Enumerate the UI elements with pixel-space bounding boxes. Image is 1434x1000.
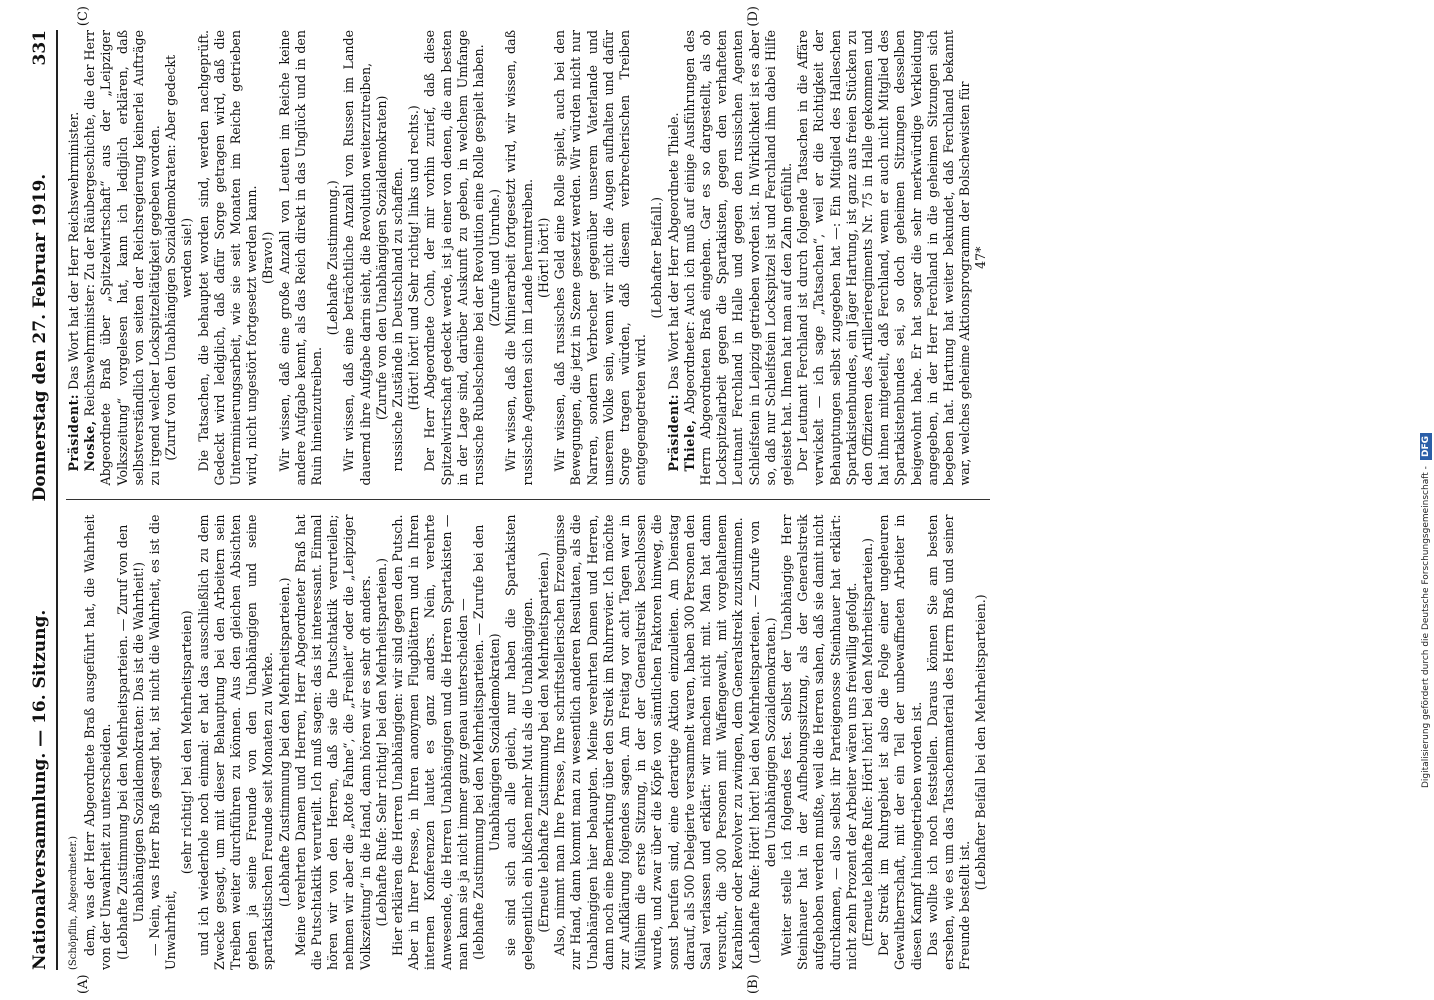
stage-direction: (Zurufe und Unruhe.) [487, 188, 503, 327]
speech-paragraph: und ich wiederhole noch einmal: er hat das ausschließlich zu dem Zwecke gesagt, um mit dieser Behauptung bei den Arbeitern sein Treiben weiter durchführen zu können. Aus den gleichen Absichten gehen ja seine Freunde von den Unabhängigen und seine spartakistischen Freunde seit Monaten zu Werke. [195, 514, 276, 970]
margin-marker-b: (B) [746, 974, 761, 994]
stage-direction: (Lebhafte Rufe: Sehr richtig! bei den Mehrheitsparteien.) [373, 557, 389, 927]
speech-paragraph: — Nein, was Herr Braß gesagt hat, ist nicht die Wahrheit, es ist die Unwahrheit, [147, 514, 179, 970]
stage-direction: (Zurufe von den Unabhängigen Sozialdemokraten) [373, 95, 389, 420]
speech-paragraph: Hier erklären die Herren Unabhängigen: wir sind gegen den Putsch. Aber in Ihrer Presse, in Ihren anonymen Flugblättern und in Ihren internen Konferenzen lautet es ganz anders. Nein, verehrte Anwesende, die Herren Unabhängigen und die Herren Spartakisten — man kann sie ja nicht immer ganz genau unterscheiden — [390, 514, 470, 970]
speech-paragraph: russische Zustände in Deutschland zu schaffen. [390, 167, 406, 472]
dfg-logo: DFG [1420, 433, 1432, 460]
speech-text: Das Wort hat der Herr Abgeordnete Thiele. [665, 112, 681, 394]
speech-paragraph: Weiter stelle ich folgendes fest. Selbst der Unabhängige Herr Steinhauer hat in der Aufhebungssitzung, als der Generalstreik aufgehoben werden mußte, weil die Herren sahen, daß sie damit nicht durchkamen, — also selbst ihr Parteigenosse Steinhauer hat erklärt: nicht zehn Prozent der Arbeiter wären uns freiwillig gefolgt. [778, 514, 859, 970]
stage-direction: (Lebhafter Beifall.) [649, 197, 665, 319]
stage-direction: (Bravo!) [260, 231, 276, 284]
speaker-paragraph [82, 30, 163, 486]
speech-paragraph: Also, nimmt man Ihre Presse, Ihre schriftstellerischen Erzeugnisse zur Hand, dann kommt man zu wesentlich anderen Resultaten, als die Unabhängigen hier behaupten. Meine verehrten Damen und Herren, dann noch eine Bemerkung über den Streik im Ruhrrevier. Ich möchte zur Aufklärung folgendes sagen. Am Freitag vor acht Tagen war in Mülheim die erste Sitzung, in der der Generalstreik beschlossen wurde, und zwar über die Köpfe von sämtlichen Faktoren hinweg, die sonst berufen sind, eine derartige Aktion einzuleiten. Am Dienstag darauf, als 500 Delegierte versammelt waren, haben 300 Personen den Saal verlassen und erklärt: wir machen nicht mit. Man hat dann versucht, die 300 Personen mit Waffengewalt, mit vorgehaltenem Karabiner oder Revolver zu zwingen, dem Generalstreik zuzustimmen. [552, 514, 746, 970]
stage-direction: (Erneute lebhafte Zustimmung bei den Mehrheitsparteien.) [535, 551, 551, 933]
speaker-name: Noske, [82, 420, 98, 472]
page-number: 331 [30, 30, 50, 66]
stage-direction: (Zuruf von den Unabhängigen Sozialdemokraten: Aber gedeckt werden sie!) [163, 54, 195, 461]
speech-paragraph: Der Herr Abgeordnete Cohn, der mir vorhin zurief, daß diese Spitzelwirtschaft gedeckt werde, ist ja einer von denen, die am besten in der Lage sind, darüber Auskunft zu geben, in welchem Umfange russische Rubelscheine bei der Revolution eine Rolle gespielt haben. [422, 30, 487, 486]
speech-paragraph: sie sind sich auch alle gleich, nur haben die Spartakisten gelegentlich ein bißchen mehr Mut als die Unabhängigen. [503, 514, 535, 970]
speech-paragraph: Wir wissen, daß russisches Geld eine Rolle spielt, auch bei den Bewegungen, die jetzt in Szene gesetzt werden. Wir würden nicht nur Narren, sondern Verbrecher gegenüber unserem Vaterlande und unserem Volke sein, wenn wir nicht die Augen aufhalten und dafür Sorge tragen würden, daß diesem verbrecherischen Treiben entgegengetreten wird. [552, 30, 649, 486]
stage-direction: (Lebhafter Beifall bei den Mehrheitsparteien.) [973, 594, 989, 891]
stage-direction: (Lebhafte Rufe: Hört! hört! bei den Mehrheitsparteien. — Zurufe von den Unabhängigen Sozialdemokraten.) [746, 520, 778, 964]
speaker-running-head: (Schöpflin, Abgeordneter.) [68, 835, 79, 970]
text-columns [66, 6, 990, 994]
stage-direction: (Lebhafte Zustimmung bei den Mehrheitsparteien.) [276, 577, 292, 908]
page-header [30, 30, 58, 970]
stage-direction: (Hört! hört! und Sehr richtig! links und rechts.) [406, 105, 422, 411]
speech-text: Das Wort hat der Herr Reichswehrminister. [66, 111, 81, 394]
stage-direction: (Lebhafte Zustimmung bei den Mehrheitsparteien. — Zuruf von den Unabhängigen Sozialdemokraten: Das ist die Wahrheit!) [114, 524, 146, 960]
speech-paragraph: dem, was der Herr Abgeordnete Braß ausgeführt hat, die Wahrheit von der Unwahrheit zu unterscheiden. [82, 514, 114, 970]
speech-text: Abgeordneter: Auch ich muß auf einige Ausführungen des Herrn Abgeordneten Braß eingehen. Gar es so dargestellt, als ob Lockspitzelarbeit gegen die Spartakisten, gegen den verhafteten Leutnant Ferchland in Halle und gegen den russischen Agenten Schleifstein in Leipzig getrieben worden ist. In Wirklichkeit ist es aber so, daß nur Schleifstein Lockspitzel ist und Ferchland ihm dabei Hilfe geleistet hat. Ihnen hat man auf den Zahn gefühlt. [681, 30, 794, 486]
stage-direction: (Hört! hört!) [535, 217, 551, 298]
sheet-signature: 47* [973, 246, 989, 269]
speaker-paragraph [666, 30, 682, 486]
speaker-name: Präsident: [66, 393, 81, 472]
column-divider [66, 500, 990, 501]
funding-note-text: Digitalisierung gefördert durch die Deutsche Forschungsgemeinschaft - [1421, 466, 1431, 788]
speech-paragraph: Der Leutnant Ferchland ist durch folgende Tatsachen in die Affäre verwickelt — ich sage „Tatsachen“, weil er die Richtigkeit der Behauptungen selbst zugegeben hat —: Ein Mitglied des Halleschen Spartakistenbundes, ein Jäger Hartung, ist ganz aus freien Stücken zu den Offizieren des Artillerieregiments Nr. 75 in Halle gekommen und hat ihnen mitgeteilt, daß Ferchland, wenn er auch nicht Mitglied des Spartakistenbundes sei, so doch geheimen Sitzungen desselben beigewohnt habe. Er hat sogar die sehr merkwürdige Verkleidung angegeben, in der Herr Ferchland in die geheimen Sitzungen sich begeben hat. Hartung hat weiter bekundet, daß Ferchland bekannt war, welches geheime Aktionsprogramm der Bolschewisten für [795, 30, 973, 486]
speech-text: Reichswehrminister: Zu der Räubergeschichte, die der Herr Abgeordnete Braß über „Spitzelwirtschaft“ aus der „Leipziger Volkszeitung“ vorgelesen hat, kann ich lediglich erklären, daß selbstverständlich von seiten der Reichsregierung keinerlei Aufträge zu irgend welcher Lockspitzeltätigkeit gegeben worden. [82, 30, 163, 486]
funding-note [1420, 8, 1432, 788]
header-date: Donnerstag den 27. Februar 1919. [30, 173, 50, 502]
speaker-paragraph [66, 30, 82, 486]
speaker-paragraph [682, 30, 795, 486]
speaker-name: Präsident: [665, 393, 681, 472]
speaker-name: Thiele, [681, 419, 697, 472]
stage-direction: (lebhafte Zustimmung bei den Mehrheitsparteien. — Zurufe bei den Unabhängigen Sozialdemokraten) [471, 524, 503, 960]
right-column [66, 30, 990, 486]
speech-paragraph: Der Streik im Ruhrgebiet ist also die Folge einer ungeheuren Gewaltherrschaft, mit der ein Teil der unbewaffneten Arbeiter in diesen Kampf hineingetrieben worden ist. [876, 514, 924, 970]
stage-direction: (Lebhafte Zustimmung.) [325, 180, 341, 336]
speech-paragraph: Wir wissen, daß eine beträchtliche Anzahl von Russen im Lande dauernd ihre Aufgabe darin sieht, die Revolution weiterzutreiben, [341, 30, 373, 486]
speech-paragraph: Wir wissen, daß eine große Anzahl von Leuten im Reiche keine andere Aufgabe kennt, als das Reich direkt in das Unglück und in den Ruin hineinzutreiben. [276, 30, 325, 486]
speech-paragraph: Die Tatsachen, die behauptet worden sind, werden nachgeprüft. Gedeckt wird lediglich, daß dafür Sorge getragen wird, daß die Unterminierungsarbeit, wie sie seit Monaten im Reiche getrieben wird, nicht ungestört fortgesetzt werden kann. [195, 30, 260, 486]
margin-marker-c: (C) [76, 6, 91, 27]
speech-paragraph: Wir wissen, daß die Minierarbeit fortgesetzt wird, wir wissen, daß russische Agenten sich im Lande herumtreiben. [503, 30, 535, 486]
header-session: Nationalversammlung. — 16. Sitzung. [30, 609, 50, 970]
stage-direction: (Erneute lebhafte Rufe: Hört! hört! bei den Mehrheitsparteien.) [859, 537, 875, 947]
margin-marker-d: (D) [746, 6, 761, 27]
speech-paragraph: Meine verehrten Damen und Herren, Herr Abgeordneter Braß hat die Putschtaktik verurteilt. Ich muß sagen: das ist interessant. Einmal hören wir von den Herren, daß sie die Putschtaktik verurteilen; nehmen wir aber die „Rote Fahne“, die „Freiheit“ oder die „Leipziger Volkszeitung“ in die Hand, dann hören wir es sehr oft anders. [292, 514, 373, 970]
margin-marker-a: (A) [76, 974, 91, 994]
speech-paragraph: Das wollte ich noch feststellen. Daraus können Sie am besten ersehen, wie es um das Tatsachenmaterial des Herrn Braß und seiner Freunde bestellt ist. [924, 514, 973, 970]
stage-direction: (sehr richtig! bei den Mehrheitsparteien) [179, 610, 195, 875]
left-column [66, 515, 990, 971]
